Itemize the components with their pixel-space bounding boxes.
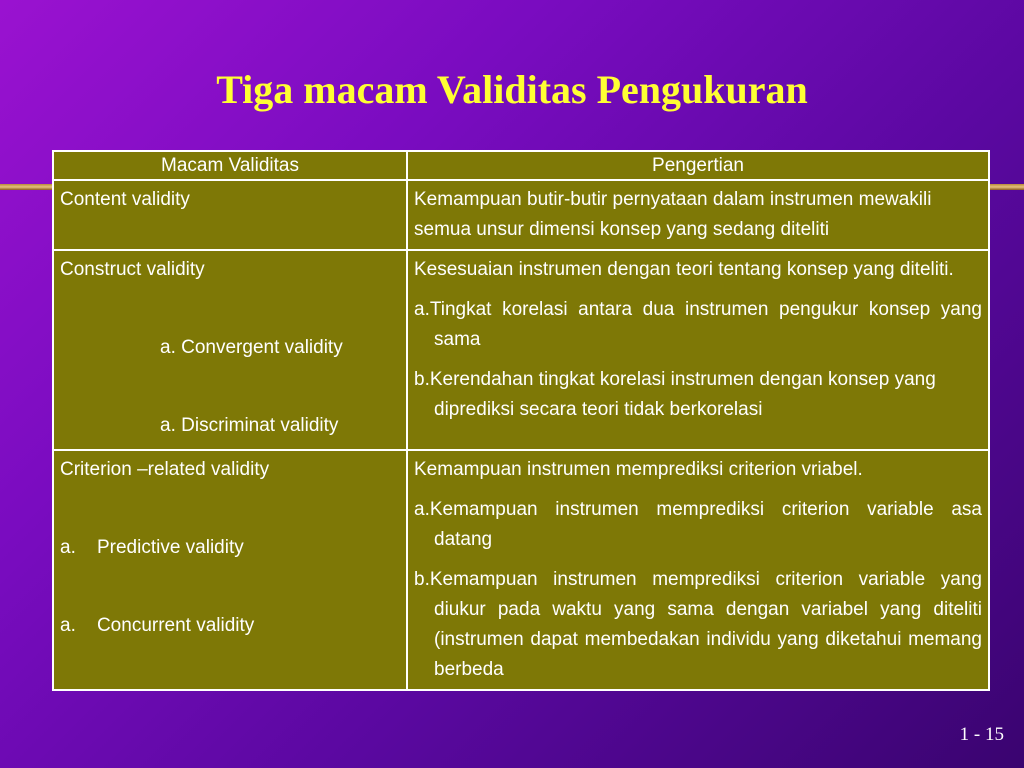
definition-text: Kemampuan instrumen memprediksi criterion vriabel. [414, 459, 863, 480]
validity-type-label: Criterion –related validity [60, 459, 270, 480]
table-header-row [53, 151, 989, 180]
table-row-construct-validity [53, 250, 989, 450]
page-number: 1 - 15 [959, 724, 1004, 745]
spacer [60, 563, 400, 611]
validity-subtype-label: a. Convergent validity [160, 337, 343, 358]
validity-subtype-label: a. Concurrent validity [60, 615, 255, 636]
subdefinition-text: b.Kemampuan instrumen memprediksi criterion variable yang diukur pada waktu yang sama dengan variabel yang diteliti (instrumen dapat membedakan individu yang diketahui memang berbeda [414, 569, 982, 680]
definition-cell [407, 450, 989, 690]
table-row-criterion-validity [53, 450, 989, 690]
definition-cell [407, 250, 989, 450]
validity-type-cell [53, 180, 407, 250]
definition-text: Kemampuan butir-butir pernyataan dalam instrumen mewakili semua unsur dimensi konsep yang sedang diteliti [414, 189, 932, 240]
validity-table [52, 150, 990, 691]
validity-subtype-label: a. Predictive validity [60, 537, 244, 558]
subdefinition-text: a.Kemampuan instrumen memprediksi criterion variable asa datang [414, 499, 982, 550]
column-header-type: Macam Validitas [53, 151, 407, 180]
validity-subtype-label: a. Discriminat validity [160, 415, 339, 436]
validity-type-cell [53, 450, 407, 690]
subdefinition-text: a.Tingkat korelasi antara dua instrumen pengukur konsep yang sama [414, 299, 982, 350]
decorative-stripe-right [986, 184, 1024, 190]
definition-cell [407, 180, 989, 250]
definition-text: Kesesuaian instrumen dengan teori tentang konsep yang diteliti. [414, 259, 954, 280]
table-row-content-validity [53, 180, 989, 250]
decorative-stripe-left [0, 184, 54, 190]
spacer [60, 363, 400, 411]
spacer [60, 485, 400, 533]
validity-type-label: Content validity [60, 189, 190, 210]
slide-title: Tiga macam Validitas Pengukuran [216, 67, 808, 112]
validity-type-label: Construct validity [60, 259, 205, 280]
column-header-definition: Pengertian [407, 151, 989, 180]
subdefinition-text: b.Kerendahan tingkat korelasi instrumen dengan konsep yang diprediksi secara teori tidak berkorelasi [414, 369, 936, 420]
spacer [60, 285, 400, 333]
validity-type-cell [53, 250, 407, 450]
